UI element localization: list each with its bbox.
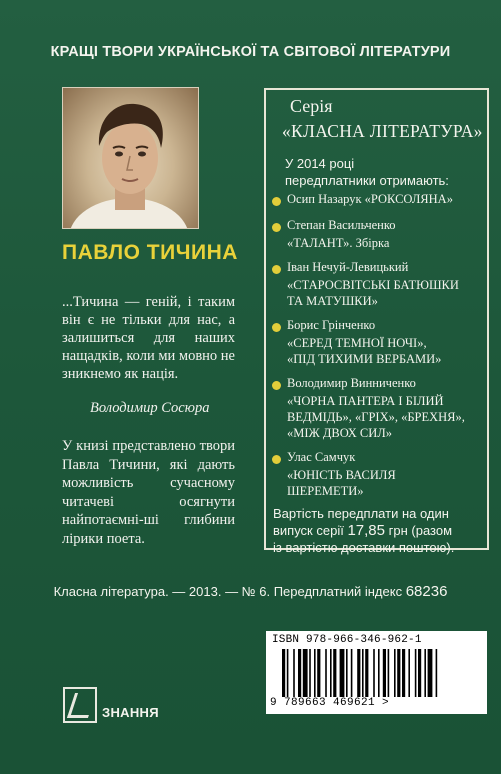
imprint-text: Класна література. — 2013. — № 6. Передплатний індекс: [53, 584, 403, 599]
book-title-line: «МІЖ ДВОХ СИЛ»: [287, 426, 393, 440]
book-title-line: «ЧОРНА ПАНТЕРА І БІЛИЙ: [287, 394, 444, 408]
price-line: Вартість передплати на один: [273, 506, 449, 521]
book-title: [287, 393, 465, 441]
price-line: [273, 522, 485, 539]
subscribers-line: У 2014 році: [285, 156, 355, 171]
book-author: Улас Самчук: [287, 450, 356, 464]
quote-author: Володимир Сосюра: [90, 400, 210, 416]
book-title-line: ШЕРЕМЕТИ»: [287, 484, 364, 498]
author-name: ПАВЛО ТИЧИНА: [62, 241, 238, 264]
publisher-logo-icon: [63, 687, 97, 723]
price-text: грн (разом: [388, 523, 453, 538]
book-title: [287, 335, 441, 367]
price-line: із вартістю доставки поштою).: [273, 540, 455, 555]
series-label: Серія: [290, 96, 333, 116]
book-title-line: «СТАРОСВІТСЬКІ БАТЮШКИ: [287, 278, 459, 292]
book-description: У книзі представлено твори Павла Тичини, які дають можливість сучасному читачеві осягнути найпотаємні-ші глибини лірики поета.: [62, 438, 235, 547]
subscription-index: 68236: [405, 583, 448, 600]
publisher-name: ЗНАННЯ: [102, 705, 159, 720]
quote-text: ...Тичина — геній, і таким він є не тільки для нас, а залишиться для наших нащадків, коли ми мовно не зникнемо як нація.: [62, 294, 235, 382]
book-author: Борис Грінченко: [287, 318, 376, 332]
price-text: випуск серії: [273, 523, 344, 538]
subscribers-note: [285, 155, 485, 189]
subscription-price: [273, 505, 485, 556]
series-name: «КЛАСНА ЛІТЕРАТУРА»: [282, 121, 483, 141]
bullet-icon: [272, 455, 281, 464]
book-author: Осип Назарук «РОКСОЛЯНА»: [287, 192, 453, 206]
book-title: [287, 277, 459, 309]
book-title-line: ТА МАТУШКИ»: [287, 294, 378, 308]
book-title-line: «ПІД ТИХИМИ ВЕРБАМИ»: [287, 352, 442, 366]
isbn-label: ISBN 978-966-346-962-1: [272, 634, 422, 646]
publisher-logo: [63, 687, 183, 727]
subscribers-line: передплатники отримають:: [285, 173, 449, 188]
book-title-line: ВЕДМІДЬ», «ГРІХ», «БРЕХНЯ»,: [287, 410, 465, 424]
price-amount: 17,85: [347, 522, 385, 539]
bullet-icon: [272, 265, 281, 274]
book-author: Іван Нечуй-Левицький: [287, 260, 409, 274]
book-author: Степан Васильченко: [287, 218, 396, 232]
book-author: Володимир Винниченко: [287, 376, 416, 390]
book-title: «ТАЛАНТ». Збірка: [287, 236, 390, 250]
barcode: [266, 631, 487, 714]
barcode-bars-icon: [282, 649, 477, 697]
bullet-icon: [272, 223, 281, 232]
footer-imprint: [0, 583, 501, 600]
author-portrait: [62, 87, 199, 229]
book-title-line: «СЕРЕД ТЕМНОЇ НОЧІ»,: [287, 336, 427, 350]
barcode-digits: 9 789663 469621 >: [270, 697, 390, 709]
book-title-line: «ЮНІСТЬ ВАСИЛЯ: [287, 468, 396, 482]
series-header: КРАЩІ ТВОРИ УКРАЇНСЬКОЇ ТА СВІТОВОЇ ЛІТЕРАТУРИ: [50, 44, 451, 60]
bullet-icon: [272, 197, 281, 206]
book-title: [287, 467, 396, 499]
bullet-icon: [272, 381, 281, 390]
bullet-icon: [272, 323, 281, 332]
